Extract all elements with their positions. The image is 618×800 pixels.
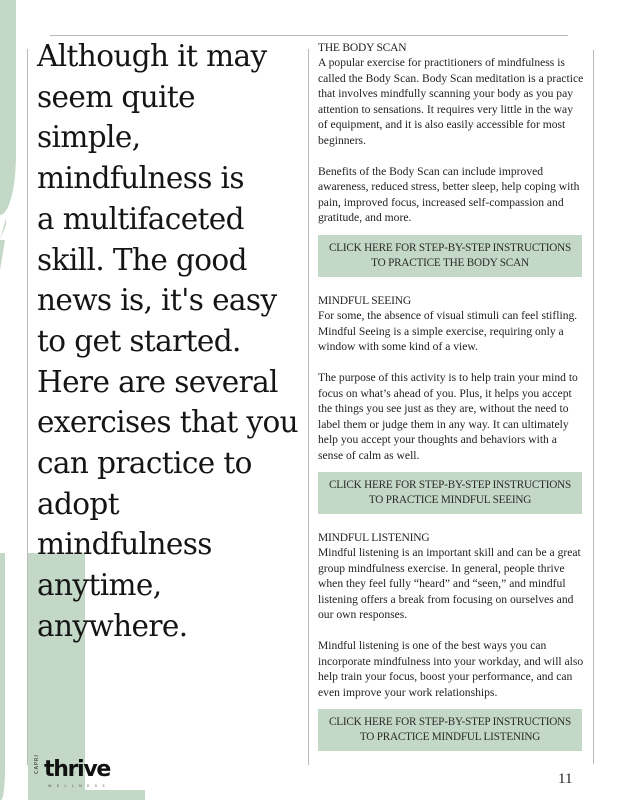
- section-mindful-seeing: [318, 294, 584, 514]
- left-rule: [27, 49, 28, 765]
- mindful-listening-instructions-button[interactable]: CLICK HERE FOR STEP-BY-STEP INSTRUCTIONS TO PRACTICE MINDFUL LISTENING: [318, 709, 582, 751]
- brand-logo: [34, 754, 116, 792]
- lead-line: to get started.: [37, 323, 241, 358]
- logo-name: thrive: [44, 757, 111, 782]
- logo-tagline: WELLNESS: [48, 784, 111, 788]
- page-number: 11: [558, 771, 573, 787]
- decorative-green-sliver: [0, 218, 6, 240]
- column-divider: [308, 49, 309, 765]
- section-title: MINDFUL LISTENING: [318, 532, 430, 544]
- lead-line: anywhere.: [37, 608, 188, 643]
- section-paragraph: Benefits of the Body Scan can include improved awareness, reduced stress, better sleep, help coping with pain, improved focus, increased self-compassion and gratitude, and more.: [318, 164, 580, 224]
- lead-statement: [37, 36, 302, 647]
- mindful-seeing-instructions-button[interactable]: CLICK HERE FOR STEP-BY-STEP INSTRUCTIONS TO PRACTICE MINDFUL SEEING: [318, 472, 582, 514]
- section-paragraph: A popular exercise for practitioners of mindfulness is called the Body Scan. Body Scan meditation is a practice that involves mindfully scanning your body as you pay attention to sensations. It requires very little in the way of equipment, and it is also easily accessible for most beginners.: [318, 56, 584, 147]
- lead-line: can practice to: [37, 446, 252, 481]
- lead-line: Although it may: [37, 39, 267, 73]
- lead-line: skill. The good: [37, 242, 247, 277]
- lead-line: Here are several: [37, 364, 278, 399]
- section-paragraph: Mindful listening is an important skill and can be a great group mindfulness exercise. In general, people thrive when they feel fully “heard” and “seen,” and mindful listening offers a break from focusing on ourselves and our own responses.: [318, 546, 581, 621]
- decorative-green-sliver: [0, 240, 5, 270]
- section-mindful-listening: [318, 531, 584, 751]
- lead-line: anytime,: [37, 568, 162, 603]
- logo-prefix: CAPRI: [34, 754, 40, 774]
- decorative-green-strip: [0, 553, 5, 800]
- lead-line: adopt mindfulness: [37, 486, 212, 562]
- lead-line: seem quite simple,: [37, 79, 196, 155]
- section-paragraph: Mindful listening is one of the best ways you can incorporate mindfulness into your workday, and will also help train your focus, boost your performance, and can even improve your work relationships.: [318, 639, 584, 699]
- section-body-scan: [318, 41, 584, 277]
- lead-line: a multifaceted: [37, 201, 244, 236]
- lead-line: news is, it's easy: [37, 283, 277, 318]
- section-title: THE BODY SCAN: [318, 42, 407, 54]
- section-paragraph: For some, the absence of visual stimuli can feel stifling. Mindful Seeing is a simple exercise, requiring only a window with some kind of a view.: [318, 309, 578, 353]
- right-rule: [593, 50, 594, 764]
- section-paragraph: The purpose of this activity is to help train your mind to focus on what’s ahead of you. Plus, it helps you accept the things you see just as they are, without the need to label them or judge them in any way. It can ultimately help you accept your thoughts and behaviors with a sense of calm as well.: [318, 371, 578, 462]
- body-scan-instructions-button[interactable]: CLICK HERE FOR STEP-BY-STEP INSTRUCTIONS TO PRACTICE THE BODY SCAN: [318, 235, 582, 277]
- decorative-green-shape-top: [0, 0, 16, 215]
- lead-line: mindfulness is: [37, 161, 244, 196]
- lead-line: exercises that you: [37, 405, 299, 440]
- section-title: MINDFUL SEEING: [318, 295, 411, 307]
